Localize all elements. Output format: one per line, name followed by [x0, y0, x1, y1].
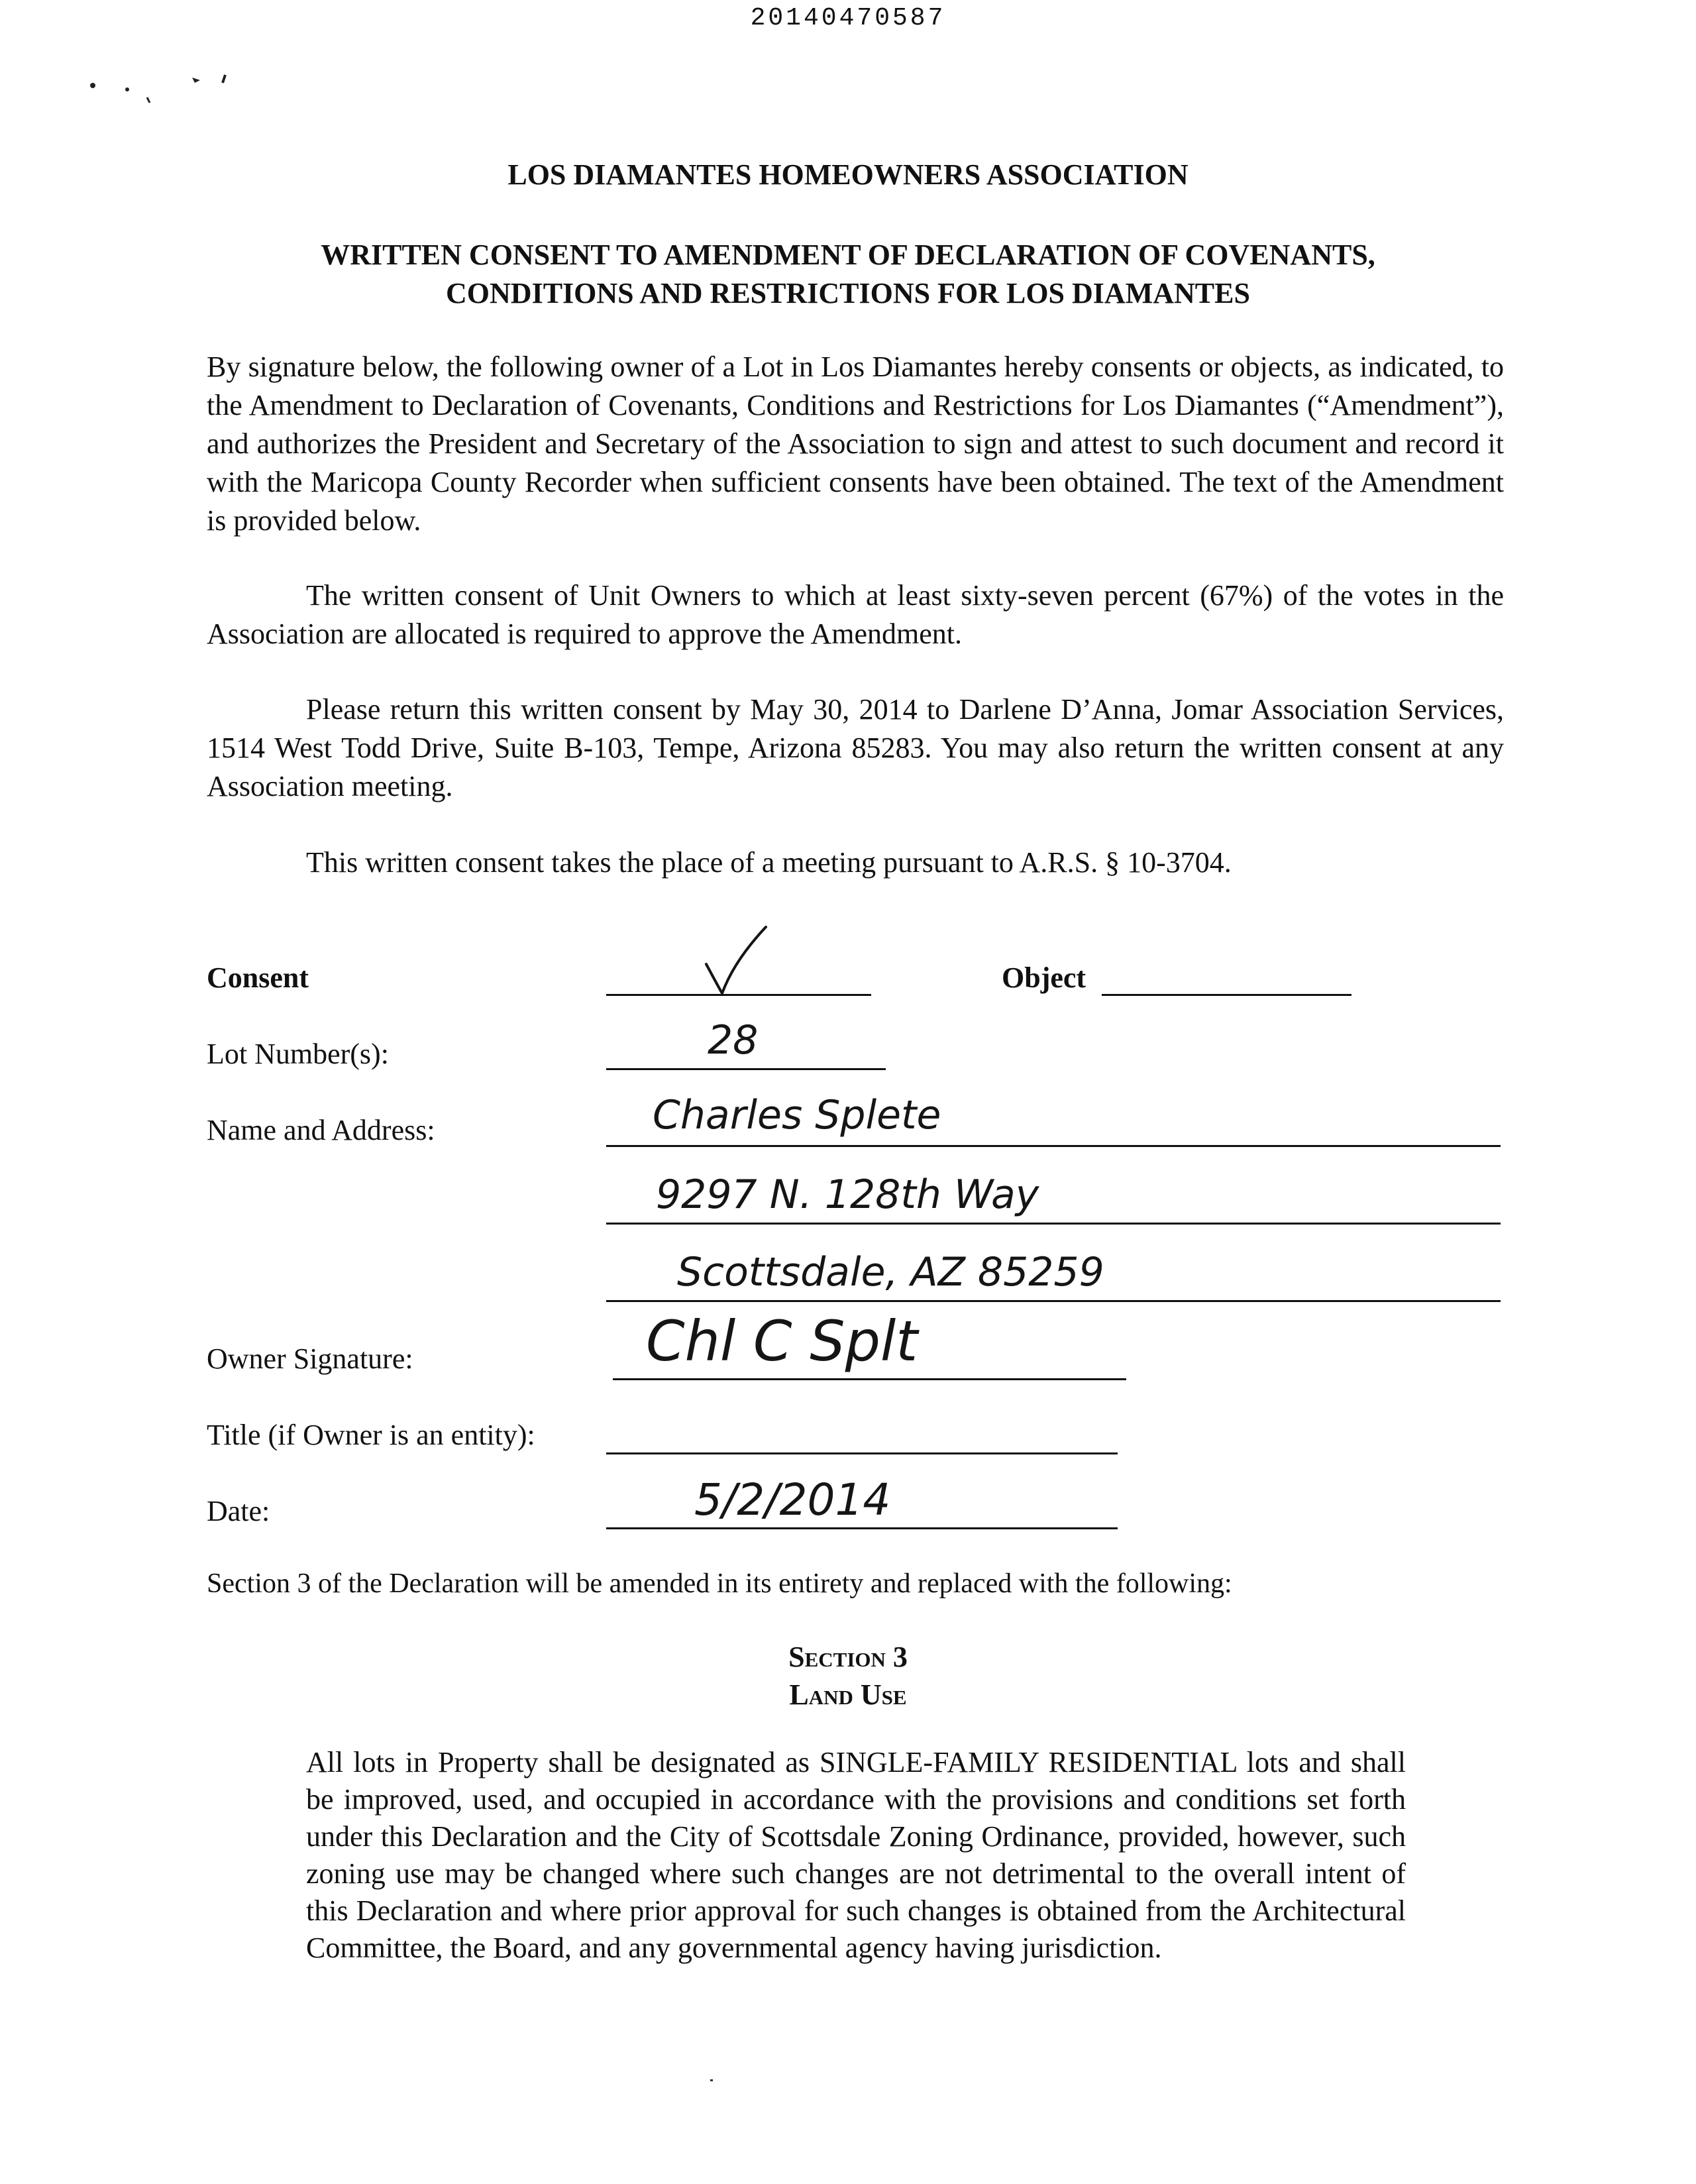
- address-line-2[interactable]: [606, 1300, 1501, 1302]
- consent-checkmark: [702, 924, 768, 997]
- scan-specks: [86, 63, 245, 109]
- section-number: Section 3: [788, 1641, 908, 1673]
- scan-dot: [710, 2079, 713, 2081]
- lot-number-label: Lot Number(s):: [207, 1038, 389, 1070]
- address-value-2: Scottsdale, AZ 85259: [677, 1249, 1104, 1295]
- amendment-intro: Section 3 of the Declaration will be amended in its entirety and replaced with the following:: [207, 1568, 1232, 1599]
- title-line[interactable]: [606, 1452, 1118, 1454]
- address-line-1[interactable]: [606, 1223, 1501, 1225]
- signature-line[interactable]: [613, 1378, 1126, 1380]
- name-address-label: Name and Address:: [207, 1114, 435, 1146]
- owner-signature-label: Owner Signature:: [207, 1342, 413, 1375]
- section-body: All lots in Property shall be designated as SINGLE-FAMILY RESIDENTIAL lots and shall be improved, used, and occupied in accordance with the provisions and conditions set forth under this Declaration and the City of Scottsdale Zoning Ordinance, provided, however, such zoning use may be changed where such changes are not detrimental to the overall intent of this Declaration and where prior approval for such changes is obtained from the Architectural Committee, the Board, and any governmental agency having jurisdiction.: [306, 1746, 1406, 1964]
- association-title: LOS DIAMANTES HOMEOWNERS ASSOCIATION: [507, 158, 1189, 191]
- recording-number: 20140470587: [750, 4, 946, 32]
- return-paragraph: Please return this written consent by May 30, 2014 to Darlene D’Anna, Jomar Association Services, 1514 West Todd Drive, Suite B-103, Tempe, Arizona 85283. You may also return the written consent at any Association meeting.: [207, 693, 1504, 802]
- statute-paragraph: This written consent takes the place of a meeting pursuant to A.R.S. § 10-3704.: [306, 846, 1232, 879]
- subtitle-line-2: CONDITIONS AND RESTRICTIONS FOR LOS DIAMANTES: [446, 277, 1250, 309]
- document-subtitle: [0, 236, 1696, 313]
- object-line[interactable]: [1102, 994, 1352, 996]
- name-value: Charles Splete: [653, 1092, 941, 1138]
- lot-number-value: 28: [708, 1017, 759, 1064]
- consent-label: Consent: [207, 961, 309, 994]
- title-label: Title (if Owner is an entity):: [207, 1419, 535, 1451]
- subtitle-line-1: WRITTEN CONSENT TO AMENDMENT OF DECLARATION OF COVENANTS,: [321, 239, 1375, 271]
- owner-signature: Chl C Splt: [646, 1309, 918, 1374]
- lot-number-line[interactable]: [606, 1068, 886, 1070]
- date-label: Date:: [207, 1495, 270, 1527]
- intro-paragraph: By signature below, the following owner of a Lot in Los Diamantes hereby consents or objects, as indicated, to the Amendment to Declaration of Covenants, Conditions and Restrictions for Los Diamantes (“Amendment”), and authorizes the President and Secretary of the Association to sign and attest to such document and record it with the Maricopa County Recorder when sufficient consents have been obtained. The text of the Amendment is provided below.: [207, 351, 1504, 537]
- object-label: Object: [1002, 961, 1086, 994]
- date-line[interactable]: [606, 1527, 1118, 1529]
- approval-paragraph: The written consent of Unit Owners to which at least sixty-seven percent (67%) of the votes in the Association are allocated is required to approve the Amendment.: [207, 579, 1504, 650]
- name-line[interactable]: [606, 1145, 1501, 1147]
- section-title: Land Use: [789, 1678, 907, 1711]
- date-value: 5/2/2014: [694, 1474, 891, 1525]
- address-value-1: 9297 N. 128th Way: [656, 1172, 1039, 1218]
